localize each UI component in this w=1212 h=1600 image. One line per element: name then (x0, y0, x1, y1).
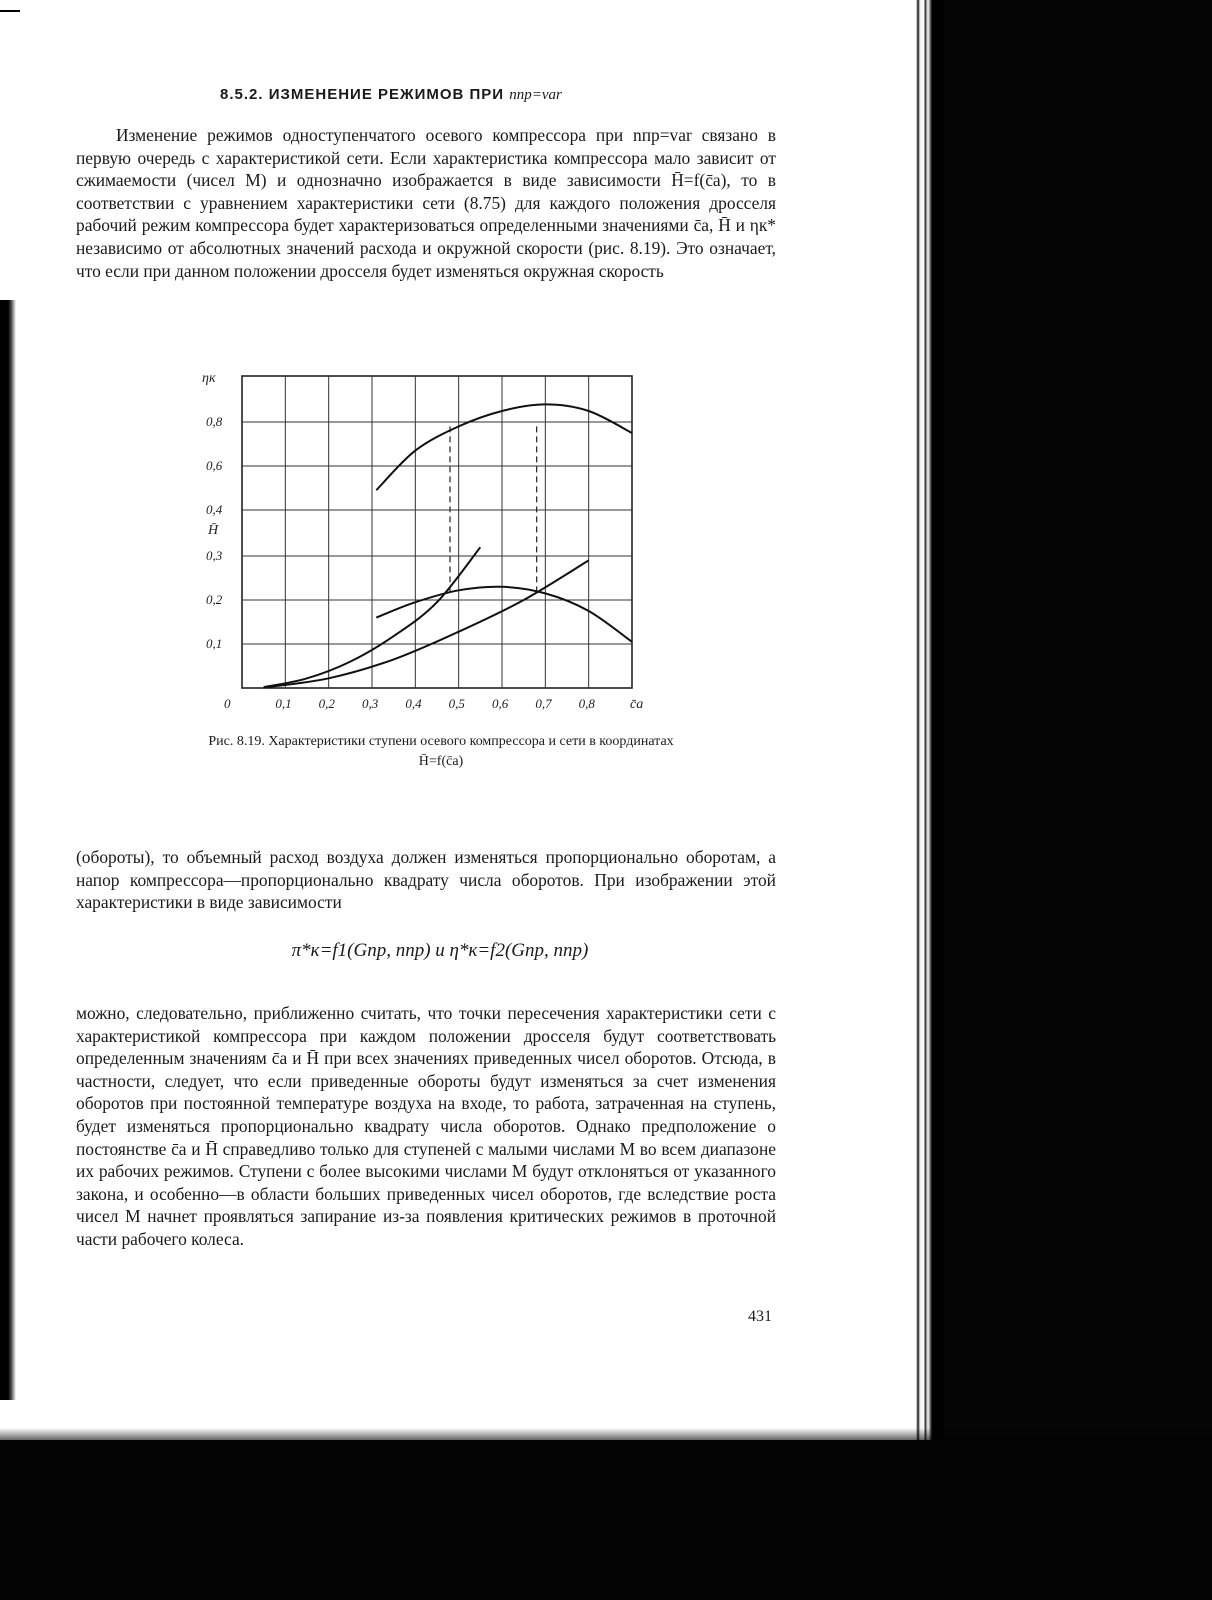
scan-edge-left (0, 300, 16, 1400)
paragraph-3: можно, следовательно, приближенно считать, что точки пересечения характеристики сети с характеристикой компрессора при каждом положении дросселя будут соответствовать определенным значениям c̄a и H̄ при всех значениях приведенных чисел оборотов. Отсюда, в частности, следует, что если приведенные обороты будут изменяться за счет изменения оборотов при постоянной температуре воздуха на входе, то работа, затраченная на ступень, будет изменяться пропорционально квадрату числа оборотов. Однако предположение о постоянстве c̄a и H̄ справедливо только для ступеней с малыми числами М во всем диапазоне их рабочих режимов. Ступени с более высокими числами М будут отклоняться от указанного закона, и особенно—в области больших приведенных чисел оборотов, где вследствие роста чисел М начнет проявляться запирание из-за появления критических режимов в проточной части рабочего колеса. (76, 1003, 776, 1249)
y-tick-label-upper: 0,4 (206, 502, 223, 517)
scan-edge-right (898, 0, 944, 1440)
x-tick-label: 0,4 (405, 696, 422, 711)
x-axis-label: c̄a (630, 697, 644, 712)
y-tick-label-lower: 0,2 (206, 592, 223, 607)
paragraph-1: Изменение режимов одноступенчатого осевого компрессора при nпр=var связано в первую очередь с характеристикой сети. Если характеристика компрессора мало зависит от сжимаемости (чисел М) и однозначно изображается в виде зависимости H̄=f(c̄a), то в соответствии с уравнением характеристики сети (8.75) для каждого положения дросселя рабочий режим компрессора будет характеризоваться определенными значениями c̄a, H̄ и ηк* независимо от абсолютных значений расхода и окружной скорости (рис. 8.19). Это означает, что если при данном положении дросселя будет изменяться окружная скорость (76, 125, 776, 281)
scan-dark-margin-right (940, 0, 1212, 1440)
section-heading (220, 86, 562, 104)
y-tick-label-upper: 0,8 (206, 414, 223, 429)
x-tick-label: 0 (224, 696, 231, 711)
x-tick-label: 0,6 (492, 696, 509, 711)
y-tick-label-upper: 0,6 (206, 458, 223, 473)
y-axis-label-head: H̄ (208, 523, 219, 538)
paragraph-2: (обороты), то объемный расход воздуха должен изменяться пропорционально оборотам, а напор компрессора—пропорционально квадрату числа оборотов. При изображении этой характеристики в виде зависимости (76, 847, 776, 913)
formula: π*к=f1(Gпр, nпр) и η*к=f2(Gпр, nпр) (291, 940, 589, 961)
section-number: 8.5.2. (220, 86, 264, 103)
x-tick-label: 0,1 (275, 696, 292, 711)
figure-caption: Рис. 8.19. Характеристики ступени осевого компрессора и сети в координатах H̄=f(c̄a) (208, 734, 674, 769)
x-tick-label: 0,8 (578, 696, 595, 711)
section-title: ИЗМЕНЕНИЕ РЕЖИМОВ ПРИ (268, 86, 505, 103)
page-number: 431 (748, 1308, 772, 1325)
y-tick-label-lower: 0,3 (206, 548, 223, 563)
figure-8-19 (196, 362, 656, 712)
chart (196, 362, 656, 712)
x-tick-label: 0,7 (535, 696, 552, 711)
scan-corner-mark (0, 10, 20, 12)
curve-stage-head (376, 587, 632, 642)
curve-network-2 (264, 560, 589, 687)
y-tick-label-lower: 0,1 (206, 636, 223, 651)
section-condition: nпр=var (509, 87, 562, 103)
x-tick-label: 0,2 (318, 696, 335, 711)
scan-dark-margin-bottom (0, 1440, 1212, 1600)
y-axis-label-efficiency: ηк (202, 371, 216, 386)
x-tick-label: 0,5 (448, 696, 465, 711)
curve-efficiency (376, 404, 632, 490)
x-tick-label: 0,3 (362, 696, 379, 711)
